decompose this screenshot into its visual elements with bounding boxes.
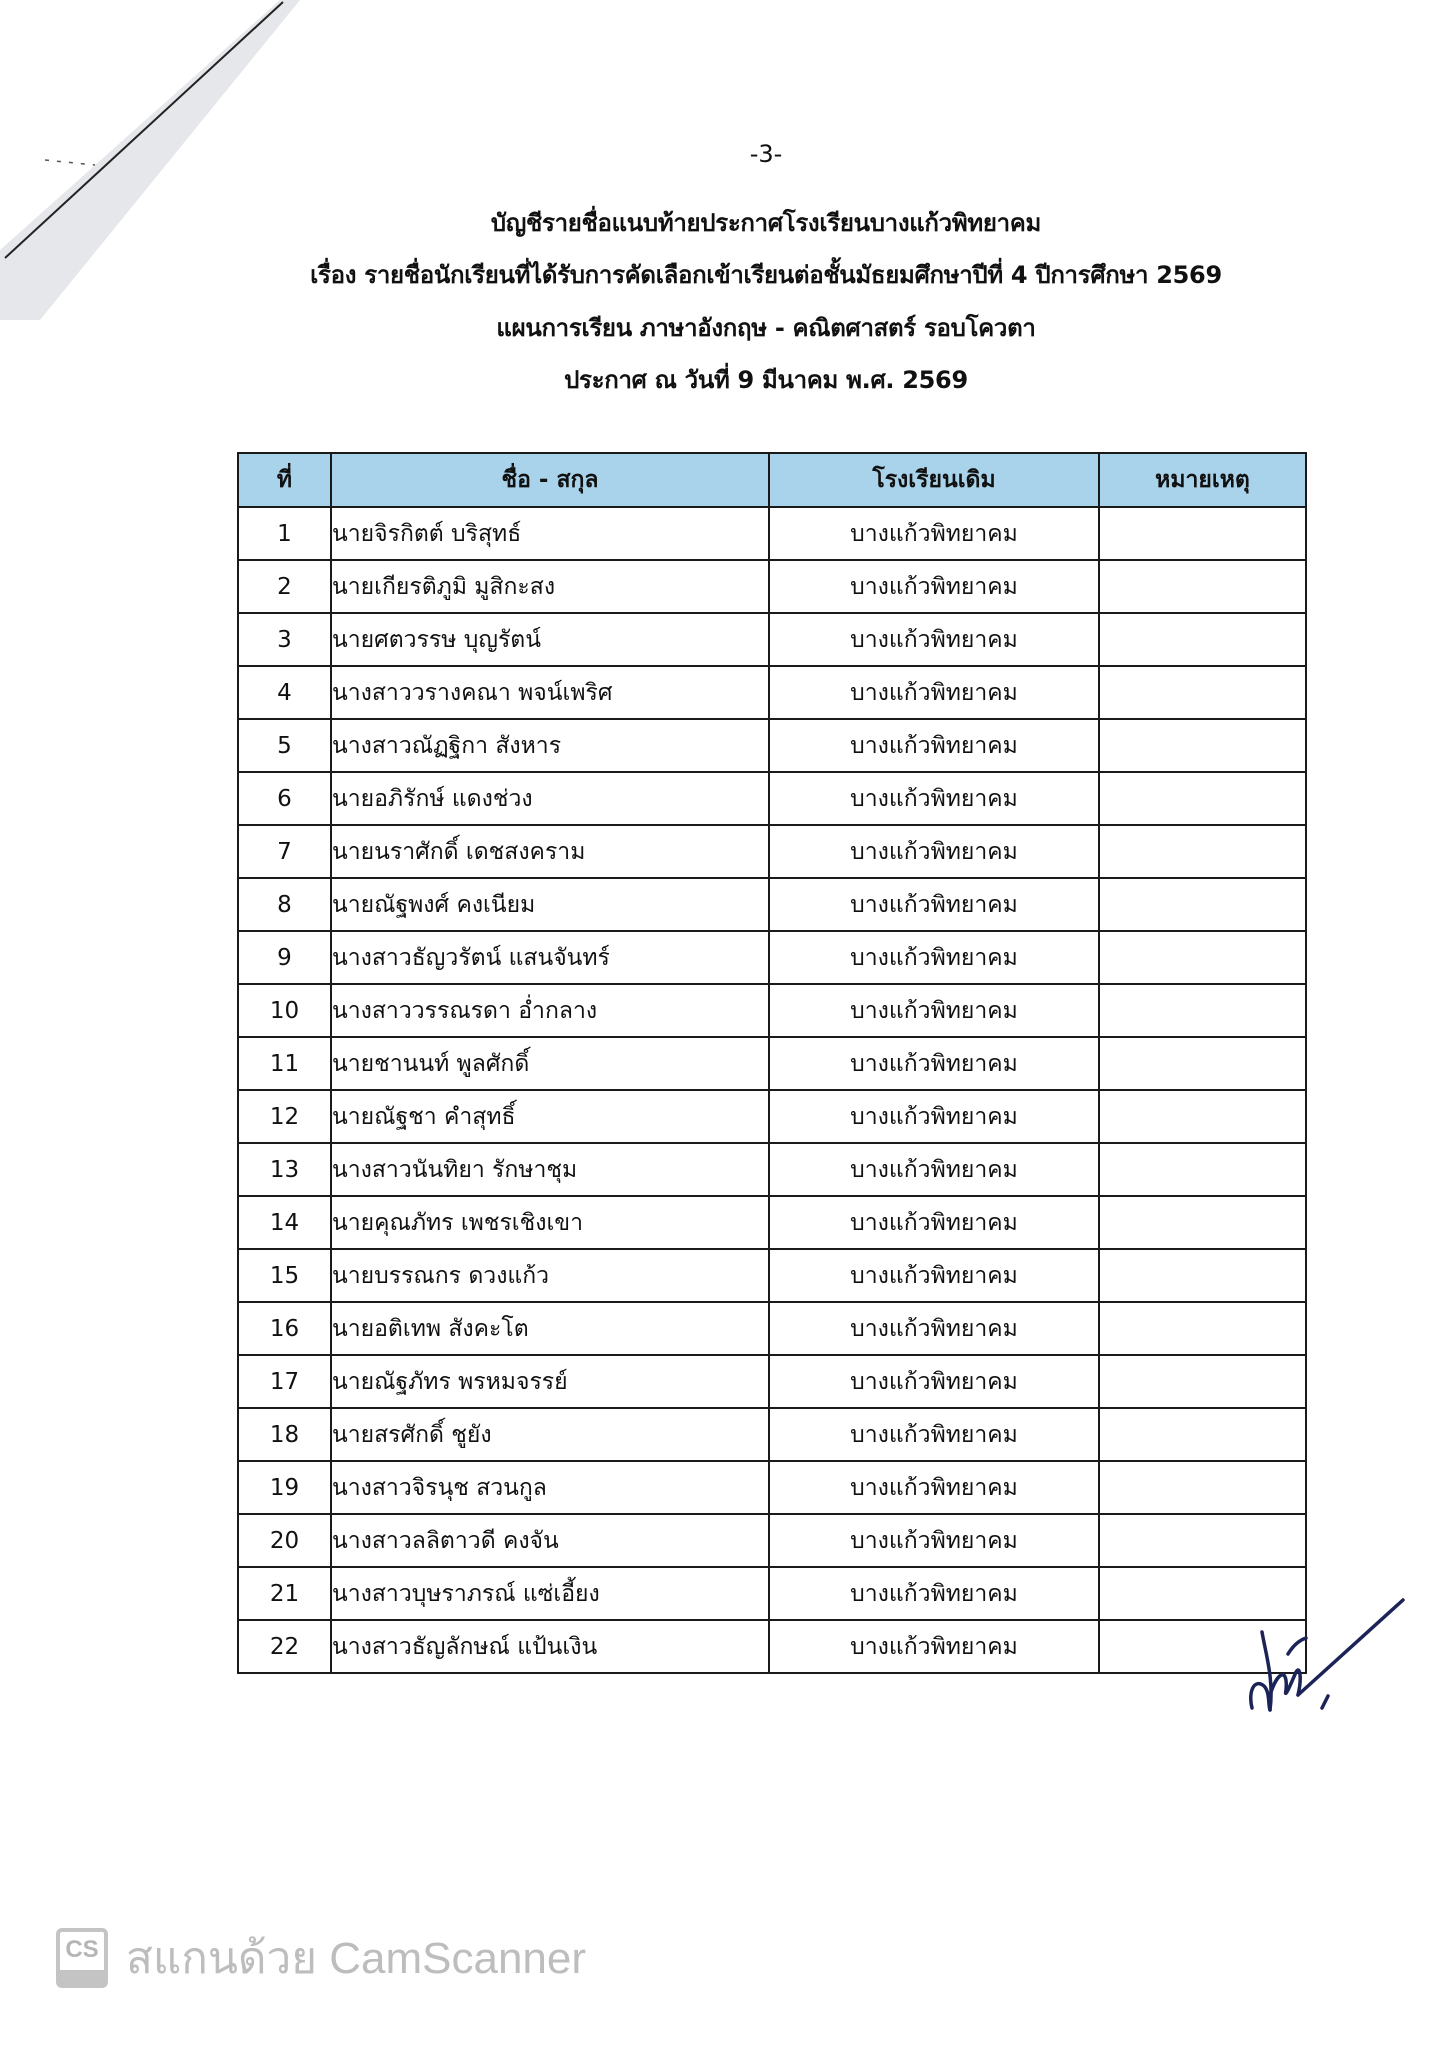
previous-school: บางแก้วพิทยาคม — [769, 1514, 1099, 1567]
table-row — [238, 878, 1306, 931]
table-header-row — [238, 453, 1306, 507]
table-row — [238, 1249, 1306, 1302]
previous-school: บางแก้วพิทยาคม — [769, 1090, 1099, 1143]
previous-school: บางแก้วพิทยาคม — [769, 507, 1099, 560]
previous-school: บางแก้วพิทยาคม — [769, 1408, 1099, 1461]
previous-school: บางแก้วพิทยาคม — [769, 560, 1099, 613]
student-name: นางสาวจิรนุช สวนกูล — [331, 1461, 769, 1514]
previous-school: บางแก้วพิทยาคม — [769, 1620, 1099, 1673]
table-row — [238, 719, 1306, 772]
student-name: นายบรรณกร ดวงแก้ว — [331, 1249, 769, 1302]
remark — [1099, 719, 1306, 772]
table-row — [238, 931, 1306, 984]
student-name: นางสาววรรณรดา อ่ำกลาง — [331, 984, 769, 1037]
table-row — [238, 1037, 1306, 1090]
previous-school: บางแก้วพิทยาคม — [769, 719, 1099, 772]
remark — [1099, 931, 1306, 984]
camscanner-logo-text: CS — [65, 1936, 99, 1963]
student-name: นายณัฐพงศ์ คงเนียม — [331, 878, 769, 931]
table-row — [238, 1408, 1306, 1461]
student-name: นายณัฐชา คำสุทธิ์ — [331, 1090, 769, 1143]
student-name: นายอภิรักษ์ แดงช่วง — [331, 772, 769, 825]
remark — [1099, 1302, 1306, 1355]
table-row — [238, 666, 1306, 719]
table-row — [238, 560, 1306, 613]
row-number: 11 — [238, 1037, 331, 1090]
row-number: 5 — [238, 719, 331, 772]
previous-school: บางแก้วพิทยาคม — [769, 1302, 1099, 1355]
row-number: 16 — [238, 1302, 331, 1355]
row-number: 12 — [238, 1090, 331, 1143]
row-number: 9 — [238, 931, 331, 984]
column-header-name: ชื่อ - สกุล — [331, 453, 769, 507]
announcement-date: ประกาศ ณ วันที่ 9 มีนาคม พ.ศ. 2569 — [564, 366, 968, 394]
previous-school: บางแก้วพิทยาคม — [769, 878, 1099, 931]
handwritten-signature — [1240, 1560, 1420, 1720]
student-name: นางสาวนันทิยา รักษาชุม — [331, 1143, 769, 1196]
table-row — [238, 1514, 1306, 1567]
remark — [1099, 772, 1306, 825]
camscanner-watermark — [56, 1928, 586, 1988]
row-number: 6 — [238, 772, 331, 825]
row-number: 18 — [238, 1408, 331, 1461]
row-number: 8 — [238, 878, 331, 931]
student-roster-table — [237, 452, 1307, 1674]
student-name: นายเกียรติภูมิ มูสิกะสง — [331, 560, 769, 613]
previous-school: บางแก้วพิทยาคม — [769, 1196, 1099, 1249]
column-header-no: ที่ — [238, 453, 331, 507]
row-number: 3 — [238, 613, 331, 666]
table-row — [238, 1620, 1306, 1673]
table-row — [238, 1355, 1306, 1408]
row-number: 1 — [238, 507, 331, 560]
table-row — [238, 1567, 1306, 1620]
student-name: นางสาวธัญวรัตน์ แสนจันทร์ — [331, 931, 769, 984]
remark — [1099, 613, 1306, 666]
previous-school: บางแก้วพิทยาคม — [769, 1143, 1099, 1196]
student-name: นายคุณภัทร เพชรเชิงเขา — [331, 1196, 769, 1249]
remark — [1099, 825, 1306, 878]
remark — [1099, 1355, 1306, 1408]
student-name: นางสาวบุษราภรณ์ แซ่เอี้ยง — [331, 1567, 769, 1620]
table-row — [238, 1090, 1306, 1143]
previous-school: บางแก้วพิทยาคม — [769, 1567, 1099, 1620]
row-number: 10 — [238, 984, 331, 1037]
previous-school: บางแก้วพิทยาคม — [769, 613, 1099, 666]
document-title: บัญชีรายชื่อแนบท้ายประกาศโรงเรียนบางแก้วพิทยาคม — [490, 209, 1042, 237]
table-row — [238, 825, 1306, 878]
remark — [1099, 1090, 1306, 1143]
table-row — [238, 772, 1306, 825]
row-number: 13 — [238, 1143, 331, 1196]
student-name: นายชานนท์ พูลศักดิ์ — [331, 1037, 769, 1090]
student-name: นายนราศักดิ์ เดชสงคราม — [331, 825, 769, 878]
table-row — [238, 1461, 1306, 1514]
remark — [1099, 878, 1306, 931]
student-name: นายอติเทพ สังคะโต — [331, 1302, 769, 1355]
table-row — [238, 1196, 1306, 1249]
student-name: นายจิรกิตต์ บริสุทธ์ — [331, 507, 769, 560]
remark — [1099, 560, 1306, 613]
previous-school: บางแก้วพิทยาคม — [769, 1355, 1099, 1408]
column-header-note: หมายเหตุ — [1099, 453, 1306, 507]
previous-school: บางแก้วพิทยาคม — [769, 825, 1099, 878]
previous-school: บางแก้วพิทยาคม — [769, 984, 1099, 1037]
row-number: 15 — [238, 1249, 331, 1302]
remark — [1099, 1143, 1306, 1196]
student-name: นายสรศักดิ์ ชูยัง — [331, 1408, 769, 1461]
previous-school: บางแก้วพิทยาคม — [769, 1037, 1099, 1090]
page-number: -3- — [749, 140, 783, 168]
remark — [1099, 1196, 1306, 1249]
remark — [1099, 1037, 1306, 1090]
table-body — [238, 507, 1306, 1673]
camscanner-logo-icon — [56, 1928, 108, 1988]
remark — [1099, 1249, 1306, 1302]
row-number: 14 — [238, 1196, 331, 1249]
remark — [1099, 1408, 1306, 1461]
previous-school: บางแก้วพิทยาคม — [769, 1461, 1099, 1514]
study-program: แผนการเรียน ภาษาอังกฤษ - คณิตศาสตร์ รอบโควตา — [496, 314, 1036, 342]
table-row — [238, 613, 1306, 666]
student-name: นางสาวณัฏฐิกา สังหาร — [331, 719, 769, 772]
previous-school: บางแก้วพิทยาคม — [769, 772, 1099, 825]
column-header-school: โรงเรียนเดิม — [769, 453, 1099, 507]
document-subject: เรื่อง รายชื่อนักเรียนที่ได้รับการคัดเลือกเข้าเรียนต่อชั้นมัธยมศึกษาปีที่ 4 ปีการศึกษา 2569 — [310, 261, 1222, 289]
row-number: 19 — [238, 1461, 331, 1514]
table-row — [238, 984, 1306, 1037]
row-number: 7 — [238, 825, 331, 878]
row-number: 21 — [238, 1567, 331, 1620]
row-number: 17 — [238, 1355, 331, 1408]
table-row — [238, 507, 1306, 560]
remark — [1099, 984, 1306, 1037]
remark — [1099, 666, 1306, 719]
row-number: 20 — [238, 1514, 331, 1567]
student-name: นางสาวธัญลักษณ์ แป้นเงิน — [331, 1620, 769, 1673]
table-row — [238, 1302, 1306, 1355]
student-name: นายณัฐภัทร พรหมจรรย์ — [331, 1355, 769, 1408]
row-number: 4 — [238, 666, 331, 719]
watermark-text: สแกนด้วย CamScanner — [126, 1934, 587, 1983]
remark — [1099, 1461, 1306, 1514]
student-name: นางสาววรางคณา พจน์เพริศ — [331, 666, 769, 719]
row-number: 22 — [238, 1620, 331, 1673]
remark — [1099, 507, 1306, 560]
student-name: นางสาวลลิตาวดี คงจัน — [331, 1514, 769, 1567]
previous-school: บางแก้วพิทยาคม — [769, 931, 1099, 984]
previous-school: บางแก้วพิทยาคม — [769, 666, 1099, 719]
previous-school: บางแก้วพิทยาคม — [769, 1249, 1099, 1302]
table-row — [238, 1143, 1306, 1196]
student-name: นายศตวรรษ บุญรัตน์ — [331, 613, 769, 666]
row-number: 2 — [238, 560, 331, 613]
